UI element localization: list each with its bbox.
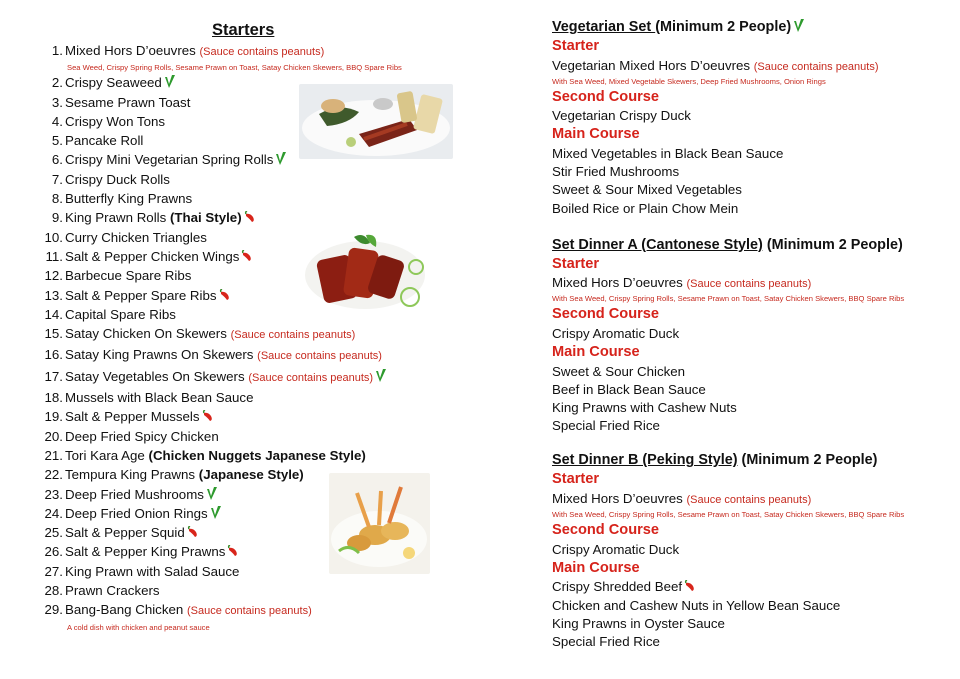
item-number: 15. xyxy=(44,326,63,342)
item-name: Pancake Roll xyxy=(65,133,144,149)
set-dish xyxy=(552,399,952,417)
spare-ribs-photo xyxy=(298,227,432,315)
item-name: Deep Fried Spicy Chicken xyxy=(65,428,219,444)
vegetarian-leaf-icon xyxy=(210,506,222,520)
set-minimum: (Minimum 2 People) xyxy=(762,236,903,253)
set-name: Vegetarian Set xyxy=(552,19,656,35)
item-name: Mixed Hors D’oeuvres xyxy=(65,43,196,58)
starter-item xyxy=(38,600,402,621)
item-number: 16. xyxy=(44,347,63,363)
dish-name: Chicken and Cashew Nuts in Yellow Bean Sauce xyxy=(552,597,841,613)
dish-name: Crispy Shredded Beef xyxy=(552,579,683,595)
dish-name: Crispy Aromatic Duck xyxy=(552,325,680,341)
item-style: (Thai Style) xyxy=(169,210,242,226)
vegetarian-leaf-icon xyxy=(793,19,805,33)
set-dish xyxy=(552,181,952,199)
dish-name: Sweet & Sour Mixed Vegetables xyxy=(552,182,742,198)
starter-item xyxy=(38,367,402,388)
set-dish xyxy=(552,363,952,381)
dish-description: With Sea Weed, Mixed Vegetable Skewers, Deep Fried Mushrooms, Onion Rings xyxy=(552,76,826,86)
starter-item xyxy=(38,208,402,227)
peanut-note: (Sauce contains peanuts) xyxy=(248,371,374,384)
item-number: 1. xyxy=(51,43,63,58)
dish-name: Special Fried Rice xyxy=(552,418,660,434)
item-name: Butterfly King Prawns xyxy=(65,191,193,207)
peanut-note: (Sauce contains peanuts) xyxy=(257,350,382,363)
starter-item xyxy=(38,446,402,465)
item-name: Prawn Crackers xyxy=(65,583,160,599)
item-name: Curry Chicken Triangles xyxy=(65,229,207,245)
set-dish xyxy=(552,163,952,181)
set-dish xyxy=(552,145,952,163)
set-dish xyxy=(552,200,952,218)
set-menu xyxy=(552,18,952,218)
item-number: 29. xyxy=(44,602,63,618)
item-name: Tempura King Prawns xyxy=(65,467,199,483)
set-menu-title xyxy=(552,18,952,37)
chili-pepper-icon xyxy=(227,545,239,557)
starter-item xyxy=(38,170,402,189)
chili-pepper-icon xyxy=(202,410,214,422)
item-style: (Japanese Style) xyxy=(198,467,304,483)
dish-name: Stir Fried Mushrooms xyxy=(552,164,680,180)
set-dish xyxy=(552,57,952,76)
chili-pepper-icon xyxy=(241,250,253,262)
item-name: Salt & Pepper Squid xyxy=(65,525,185,541)
item-number: 26. xyxy=(44,544,63,560)
course-heading: Main Course xyxy=(552,559,640,576)
set-menu-title xyxy=(552,451,952,470)
set-name: Set Dinner A (Cantonese Style) xyxy=(552,236,763,253)
item-name: Barbecue Spare Ribs xyxy=(65,268,192,284)
set-menu-title xyxy=(552,236,952,255)
hors-doeuvres-photo xyxy=(299,84,453,159)
item-name: Crispy Duck Rolls xyxy=(65,171,170,187)
chili-pepper-icon xyxy=(684,580,696,592)
item-number: 25. xyxy=(44,525,63,541)
starter-item xyxy=(38,581,402,600)
item-number: 4. xyxy=(51,113,63,129)
set-dish xyxy=(552,578,952,596)
item-style: (Chicken Nuggets Japanese Style) xyxy=(148,447,366,463)
starters-title: Starters xyxy=(212,21,275,39)
item-name: Satay Chicken On Skewers xyxy=(65,326,227,342)
course-heading: Starter xyxy=(552,38,600,54)
item-description: A cold dish with chicken and peanut sauce xyxy=(67,622,210,632)
item-number: 9. xyxy=(51,210,63,226)
set-dish xyxy=(552,490,952,509)
item-number: 6. xyxy=(51,152,63,168)
chili-pepper-icon xyxy=(187,526,199,538)
set-dish xyxy=(552,541,952,559)
item-name: Capital Spare Ribs xyxy=(65,306,176,322)
set-dish xyxy=(552,381,952,399)
item-name: King Prawn with Salad Sauce xyxy=(65,563,240,579)
item-number: 12. xyxy=(44,268,63,284)
dish-name: King Prawns in Oyster Sauce xyxy=(552,615,725,631)
set-minimum: (Minimum 2 People) xyxy=(655,19,792,35)
item-number: 21. xyxy=(44,447,63,463)
item-description: Sea Weed, Crispy Spring Rolls, Sesame Prawn on Toast, Satay Chicken Skewers, BBQ Spare Ribs xyxy=(67,63,402,73)
peanut-note: (Sauce contains peanuts) xyxy=(686,278,812,291)
dish-name: Mixed Hors D’oeuvres xyxy=(552,490,687,506)
peanut-note: (Sauce contains peanuts) xyxy=(199,46,325,58)
item-number: 14. xyxy=(44,306,63,322)
item-number: 27. xyxy=(44,563,63,579)
item-name: Deep Fried Onion Rings xyxy=(65,505,208,521)
vegetarian-leaf-icon xyxy=(375,369,387,383)
starter-item xyxy=(38,345,402,366)
item-name: Salt & Pepper Mussels xyxy=(65,409,200,425)
item-name: Salt & Pepper King Prawns xyxy=(65,544,226,560)
peanut-note: (Sauce contains peanuts) xyxy=(753,60,879,73)
set-menus-column xyxy=(552,18,952,651)
chili-pepper-icon xyxy=(219,289,231,301)
item-number: 7. xyxy=(51,171,63,187)
dish-name: Vegetarian Crispy Duck xyxy=(552,108,691,124)
chili-pepper-icon xyxy=(244,211,256,223)
item-name: Crispy Mini Vegetarian Spring Rolls xyxy=(65,152,274,168)
set-dish xyxy=(552,597,952,615)
item-number: 13. xyxy=(44,287,63,303)
set-menu xyxy=(552,236,952,436)
tempura-prawns-photo xyxy=(329,473,430,574)
course-heading: Main Course xyxy=(552,344,640,361)
item-number: 23. xyxy=(44,486,63,502)
item-number: 17. xyxy=(44,368,63,384)
item-name: Sesame Prawn Toast xyxy=(65,94,191,110)
starter-item xyxy=(38,388,402,407)
vegetarian-leaf-icon xyxy=(275,152,287,166)
dish-name: Special Fried Rice xyxy=(552,633,660,649)
item-number: 10. xyxy=(44,229,63,245)
peanut-note: (Sauce contains peanuts) xyxy=(186,605,312,618)
course-heading: Starter xyxy=(552,255,600,272)
item-name: Deep Fried Mushrooms xyxy=(65,486,204,502)
dish-name: Sweet & Sour Chicken xyxy=(552,363,686,379)
starter-item xyxy=(38,324,402,345)
dish-name: Beef in Black Bean Sauce xyxy=(552,381,706,397)
course-heading: Second Course xyxy=(552,88,660,105)
item-number: 3. xyxy=(51,94,63,110)
starter-item xyxy=(38,427,402,446)
item-number: 5. xyxy=(51,133,63,149)
set-dish xyxy=(552,107,952,125)
set-dish xyxy=(552,274,952,293)
starter-item xyxy=(38,189,402,208)
item-number: 11. xyxy=(45,248,63,264)
item-name: Bang-Bang Chicken xyxy=(65,602,184,618)
set-menu xyxy=(552,451,952,651)
dish-name: Mixed Vegetables in Black Bean Sauce xyxy=(552,145,784,161)
dish-name: Boiled Rice or Plain Chow Mein xyxy=(552,200,739,216)
course-heading: Second Course xyxy=(552,522,660,539)
vegetarian-leaf-icon xyxy=(206,487,218,501)
item-name: Salt & Pepper Chicken Wings xyxy=(65,248,240,264)
item-number: 22. xyxy=(44,467,63,483)
item-number: 19. xyxy=(44,409,63,425)
dish-name: Mixed Hors D’oeuvres xyxy=(552,275,687,291)
set-dish xyxy=(552,633,952,651)
item-name: King Prawn Rolls xyxy=(65,210,170,226)
set-minimum: (Minimum 2 People) xyxy=(737,452,878,469)
vegetarian-leaf-icon xyxy=(164,75,176,89)
item-number: 18. xyxy=(44,390,63,406)
set-dish xyxy=(552,325,952,343)
item-number: 8. xyxy=(51,191,63,207)
item-name: Mussels with Black Bean Sauce xyxy=(65,390,254,406)
starter-item xyxy=(38,41,402,62)
course-heading: Starter xyxy=(552,471,600,488)
item-name: Salt & Pepper Spare Ribs xyxy=(65,287,217,303)
item-name: Crispy Won Tons xyxy=(65,113,166,129)
set-name: Set Dinner B (Peking Style) xyxy=(552,452,738,469)
item-number: 24. xyxy=(44,505,63,521)
dish-name: Crispy Aromatic Duck xyxy=(552,541,680,557)
starter-item xyxy=(38,407,402,426)
item-name: Crispy Seaweed xyxy=(65,75,162,91)
dish-name: Vegetarian Mixed Hors D’oeuvres xyxy=(552,57,754,73)
course-heading: Second Course xyxy=(552,306,660,323)
set-dish xyxy=(552,615,952,633)
dish-description: With Sea Weed, Crispy Spring Rolls, Sesame Prawn on Toast, Satay Chicken Skewers, BBQ Spare Ribs xyxy=(552,510,905,520)
dish-description: With Sea Weed, Crispy Spring Rolls, Sesame Prawn on Toast, Satay Chicken Skewers, BBQ Spare Ribs xyxy=(552,294,905,304)
item-number: 20. xyxy=(44,428,63,444)
item-name: Satay Vegetables On Skewers xyxy=(65,368,245,384)
item-number: 28. xyxy=(44,583,63,599)
peanut-note: (Sauce contains peanuts) xyxy=(686,493,812,506)
set-dish xyxy=(552,417,952,435)
dish-name: King Prawns with Cashew Nuts xyxy=(552,400,737,416)
peanut-note: (Sauce contains peanuts) xyxy=(230,329,356,342)
course-heading: Main Course xyxy=(552,126,640,143)
item-name: Tori Kara Age xyxy=(65,447,149,463)
item-name: Satay King Prawns On Skewers xyxy=(65,347,254,363)
item-number: 2. xyxy=(51,75,63,91)
